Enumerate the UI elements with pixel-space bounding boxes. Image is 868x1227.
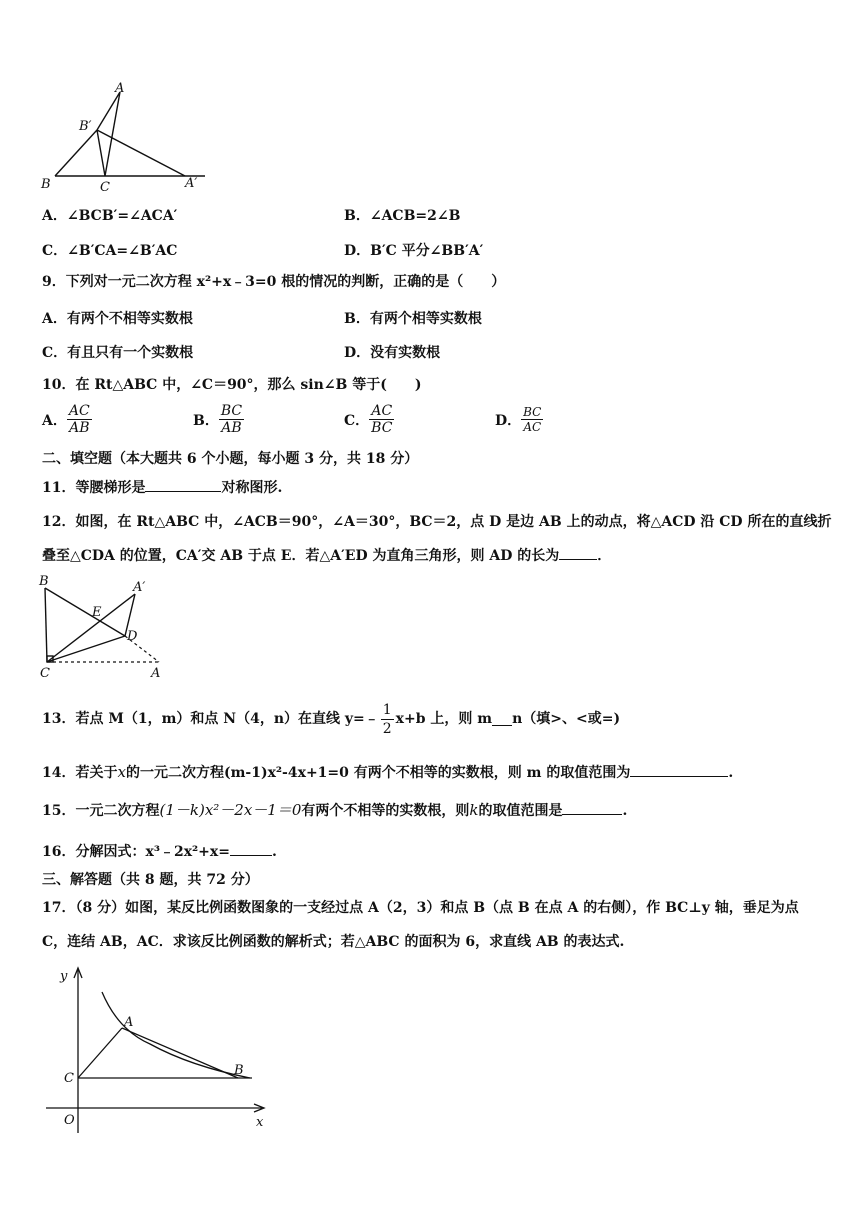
fig17-label-O: O [64, 1113, 75, 1128]
fig17-label-y: y [60, 969, 68, 984]
q16-post: . [272, 844, 277, 860]
q14-var: x [117, 763, 126, 781]
q10-option-d-fraction [521, 405, 543, 434]
q14-pre: 14．若关于 [42, 765, 118, 781]
fig8-label-A: A [115, 81, 125, 96]
fig12-label-E: E [92, 605, 102, 620]
fig17-line-AB [122, 1028, 238, 1078]
figure-q17 [40, 958, 280, 1138]
fig8-line-BpC [97, 130, 105, 176]
q10-option-a-fraction [67, 403, 92, 436]
q17-line1: 17．（8 分）如图，某反比例函数图象的一支经过点 A（2，3）和点 B（点 B 在点 A 的右侧），作 BC⊥y 轴，垂足为点 [42, 900, 799, 916]
q13 [42, 697, 620, 741]
q10-option-c-den: BC [371, 420, 393, 436]
q10-option-d-den: AC [521, 419, 543, 434]
q9-option-b: B．有两个相等实数根 [344, 311, 482, 327]
q10-option-a [42, 403, 92, 436]
q15-var: k [469, 801, 479, 819]
q12-line2: 叠至△CDA 的位置，CA′交 AB 于点 E．若△A′ED 为直角三角形，则 AD 的长为 [42, 548, 560, 564]
q10-option-a-label: A． [42, 412, 67, 429]
fig12-line-BD [45, 588, 125, 636]
q10-option-c [344, 403, 394, 436]
q15-equation: (1－k)x²－2x－1＝0 [159, 801, 302, 819]
fig8-line-BpAp [97, 130, 185, 176]
q13-post: n（填>、<或=) [512, 711, 621, 727]
q8-option-c: C．∠B′CA=∠B′AC [42, 243, 178, 259]
q10-option-c-label: C． [344, 412, 370, 429]
q15-mid2: 的取值范围是 [478, 803, 563, 819]
q16 [42, 843, 277, 861]
q11 [42, 479, 282, 497]
q16-answer-blank[interactable] [230, 843, 272, 856]
q10-option-b-fraction [219, 403, 244, 436]
fig12-line-CD [47, 636, 125, 662]
q9-option-a: A．有两个不相等实数根 [42, 311, 193, 327]
q10-option-b [193, 403, 244, 436]
fig12-label-B: B [39, 574, 49, 589]
q12-answer-blank[interactable] [559, 547, 597, 560]
q8-option-b: B．∠ACB=2∠B [344, 208, 461, 224]
q9-stem: 9．下列对一元二次方程 x²+x﹣3=0 根的情况的判断，正确的是（ ） [42, 274, 506, 290]
q13-num: 1 [382, 701, 392, 718]
q10-option-a-den: AB [67, 419, 92, 436]
q15-pre: 15．一元二次方程 [42, 803, 160, 819]
q9-option-d: D．没有实数根 [344, 345, 441, 361]
q14-mid: 的一元二次方程(m-1)x²-4x+1=0 有两个不相等的实数根，则 m 的取值范围为 [125, 765, 631, 781]
q12-end: ． [597, 548, 612, 564]
q8-option-d: D．B′C 平分∠BB′A′ [344, 243, 484, 259]
q11-post: 对称图形. [221, 480, 283, 496]
q16-pre: 16．分解因式：x³﹣2x²+x= [42, 844, 230, 860]
q13-answer-blank[interactable] [492, 713, 512, 726]
q14 [42, 763, 733, 782]
q14-answer-blank[interactable] [630, 764, 728, 777]
q11-answer-blank[interactable] [145, 479, 221, 492]
fig17-label-B: B [234, 1063, 244, 1078]
fig12-line-CApr [47, 594, 135, 662]
fig8-line-BBp [55, 130, 97, 176]
q15-post: . [622, 803, 628, 819]
q10-stem: 10．在 Rt△ABC 中，∠C＝90°，那么 sin∠B 等于( ) [42, 377, 422, 393]
q13-fraction [381, 701, 394, 738]
q10-option-c-num: AC [371, 403, 393, 419]
fig8-label-Bp: B′ [79, 119, 92, 134]
q8-option-a: A．∠BCB′=∠ACA′ [42, 208, 178, 224]
q10-option-b-den: AB [219, 419, 244, 436]
q15-mid: 有两个不相等的实数根，则 [301, 803, 470, 819]
q10-option-d [495, 405, 543, 434]
q13-mid: x+b 上，则 m [395, 711, 493, 727]
fig17-hyperbola [102, 992, 250, 1078]
q13-den: 2 [382, 720, 392, 737]
fig17-label-A: A [124, 1015, 134, 1030]
figure-q8 [35, 78, 215, 196]
fig17-label-x: x [256, 1115, 264, 1130]
section-2-heading: 二、填空题（本大题共 6 个小题，每小题 3 分，共 18 分） [42, 451, 419, 467]
q17-line2: C，连结 AB，AC．求该反比例函数的解析式；若△ABC 的面积为 6，求直线 AB 的表达式. [42, 934, 625, 950]
fig8-label-C: C [100, 180, 110, 195]
q10-option-a-num: AC [68, 403, 90, 419]
fig8-label-Ap: A′ [185, 176, 198, 191]
section-3-heading: 三、解答题（共 8 题，共 72 分） [42, 872, 259, 888]
fig17-label-C: C [64, 1071, 74, 1086]
q9-option-c: C．有且只有一个实数根 [42, 345, 194, 361]
fig12-label-C: C [40, 666, 50, 681]
q10-option-d-num: BC [523, 405, 542, 419]
q15 [42, 801, 627, 820]
q10-option-d-label: D． [495, 412, 522, 429]
q12-line2-wrap [42, 547, 611, 565]
fig12-line-BC [45, 588, 47, 662]
q13-pre: 13．若点 M（1，m）和点 N（4，n）在直线 y=﹣ [42, 711, 379, 727]
q11-pre: 11．等腰梯形是 [42, 480, 146, 496]
q10-option-b-num: BC [220, 403, 243, 419]
q15-answer-blank[interactable] [562, 802, 622, 815]
fig8-label-B: B [41, 177, 51, 192]
q10-option-c-fraction [369, 403, 394, 436]
q14-post: . [728, 765, 734, 781]
q12-line1: 12．如图，在 Rt△ABC 中，∠ACB＝90°，∠A＝30°，BC＝2，点 D 是边 AB 上的动点，将△ACD 沿 CD 所在的直线折 [42, 514, 832, 530]
fig12-label-Ap: A′ [133, 580, 146, 595]
fig12-label-D: D [127, 629, 138, 644]
fig17-line-CA [78, 1028, 122, 1078]
fig12-label-A: A [151, 666, 161, 681]
q10-option-b-label: B． [193, 412, 219, 429]
figure-q12 [35, 572, 175, 684]
